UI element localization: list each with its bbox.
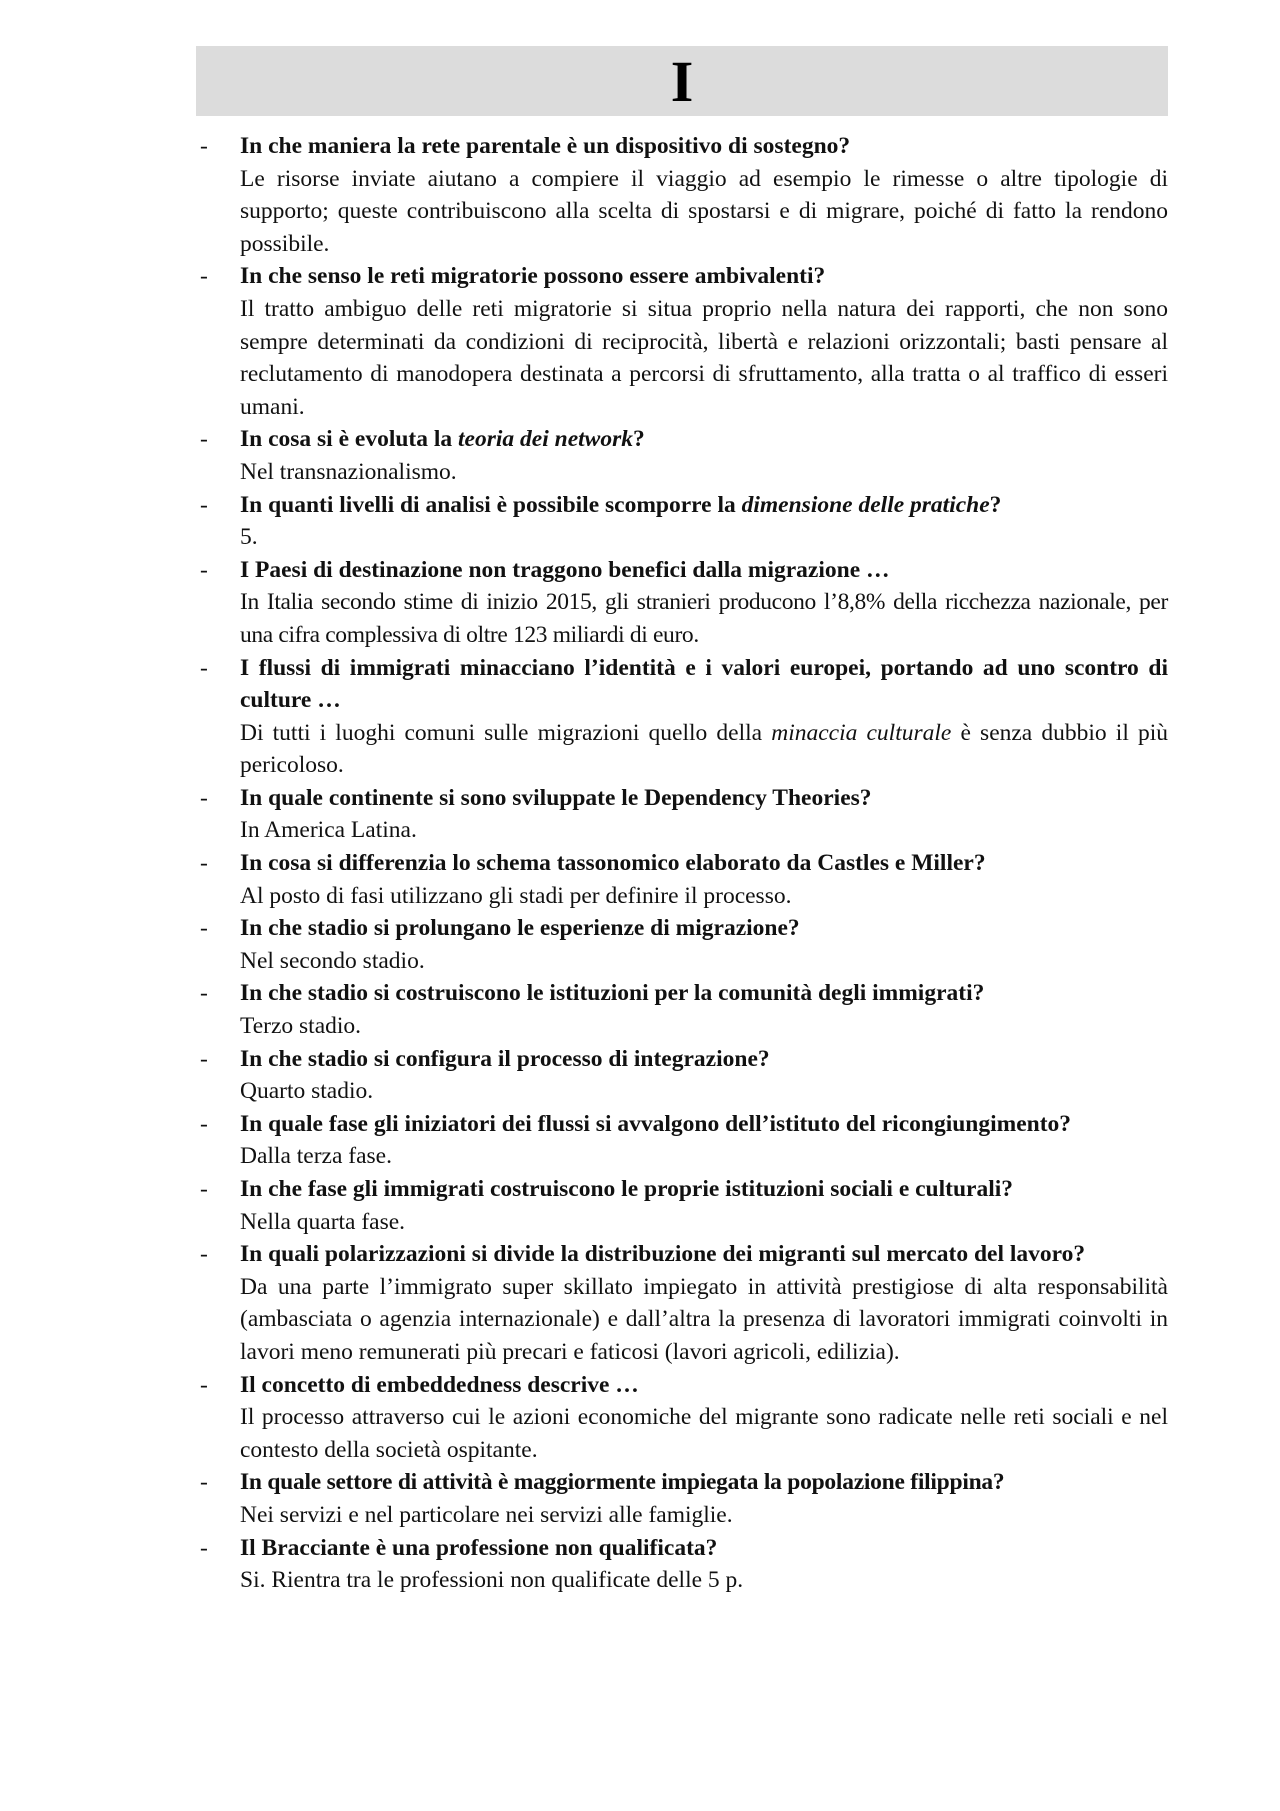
question: In quale continente si sono sviluppate le Dependency Theories? [240,784,872,811]
question: In quale settore di attività è maggiormente impiegata la popolazione filippina? [240,1469,1005,1496]
question: In che stadio si prolungano le esperienze di migrazione? [240,915,800,942]
bullet-dash: - [200,1241,208,1268]
answer: Quarto stadio. [240,1078,374,1105]
bullet-dash: - [200,915,208,942]
answer: 5. [240,524,258,551]
question: In cosa si differenzia lo schema tassonomico elaborato da Castles e Miller? [240,850,986,877]
bullet-dash: - [200,133,208,159]
bullet-dash: - [200,1469,208,1496]
answer-italic-term: minaccia culturale [771,719,952,746]
answer [240,717,1168,782]
question: In che stadio si configura il processo di integrazione? [240,1045,770,1072]
question: Il Bracciante è una professione non qualificata? [240,1534,718,1561]
qa-item [196,977,1168,1042]
bullet-dash: - [200,1176,208,1202]
question: In quale fase gli iniziatori dei flussi si avvalgono dell’istituto del ricongiungimento? [240,1110,1072,1137]
answer: Il processo attraverso cui le azioni economiche del migrante sono radicate nelle reti sociali e nel contesto della società ospitante. [240,1404,1168,1463]
question: In che fase gli immigrati costruiscono le proprie istituzioni sociali e culturali? [240,1176,1014,1202]
bullet-dash: - [200,491,208,518]
bullet-dash: - [200,850,208,877]
section-letter: I [670,49,694,114]
question-italic-term: teoria dei network [458,426,633,453]
answer: In Italia secondo stime di inizio 2015, gli stranieri producono l’8,8% della ricchezza nazionale, per una cifra complessiva di oltre 123 miliardi di euro. [240,589,1168,648]
bullet-dash: - [200,980,208,1007]
bullet-dash: - [200,1045,208,1072]
qa-item [196,1466,1168,1531]
bullet-dash: - [200,1534,208,1561]
question-text: In quanti livelli di analisi è possibile scomporre la [240,491,742,518]
answer: Da una parte l’immigrato super skillato impiegato in attività prestigiose di alta responsabilità (ambasciata o agenzia internazionale) e dall’altra la presenza di lavoratori immigrati coinvolti in lavori meno remunerati più precari e faticosi (lavori agricoli, edilizia). [240,1273,1168,1365]
bullet-dash: - [200,784,208,811]
answer: Al posto di fasi utilizzano gli stadi per definire il processo. [240,882,792,909]
qa-item [196,1532,1168,1597]
qa-item [196,130,1168,260]
question-text: In cosa si è evoluta la [240,426,459,453]
answer: Dalla terza fase. [240,1143,392,1170]
qa-item [196,847,1168,912]
answer: Terzo stadio. [240,1013,362,1040]
answer: Le risorse inviate aiutano a compiere il viaggio ad esempio le rimesse o altre tipologie di supporto; queste contribuiscono alla scelta di spostarsi e di migrare, poiché di fatto la rendono possibile. [240,165,1168,257]
qa-item [196,1238,1168,1368]
question: I flussi di immigrati minacciano l’identità e i valori europei, portando ad uno scontro di culture … [240,654,1168,714]
question [240,489,1168,522]
answer: Nel secondo stadio. [240,947,425,974]
question-italic-term: dimensione delle pratiche [741,491,990,518]
question-mark: ? [632,426,645,453]
answer-text-end: è senza dubbio il più pericoloso. [240,719,1169,779]
question [240,423,1168,456]
bullet-dash: - [200,426,208,453]
bullet-dash: - [200,1110,208,1137]
section-letter-header [196,46,1168,116]
answer: In America Latina. [240,817,417,844]
bullet-dash: - [200,556,208,583]
answer: Nei servizi e nel particolare nei servizi alle famiglie. [240,1501,733,1528]
question: Il concetto di embeddedness descrive … [240,1371,639,1398]
answer: Si. Rientra tra le professioni non qualificate delle 5 p. [240,1567,744,1594]
bullet-dash: - [200,654,208,681]
qa-item [196,423,1168,488]
question-mark: ? [989,491,1002,518]
qa-item [196,1173,1168,1238]
answer: Il tratto ambiguo delle reti migratorie si situa proprio nella natura dei rapporti, che non sono sempre determinati da condizioni di reciprocità, libertà e relazioni orizzontali; basti pensare al reclutamento di manodopera destinata a percorsi di sfruttamento, alla tratta o al traffico di esseri umani. [240,295,1168,420]
qa-item [196,489,1168,554]
qa-list [196,130,1168,1597]
bullet-dash: - [200,1371,208,1398]
qa-item [196,1043,1168,1108]
question: In che stadio si costruiscono le istituzioni per la comunità degli immigrati? [240,980,985,1007]
qa-item [196,652,1168,782]
question: In quali polarizzazioni si divide la distribuzione dei migranti sul mercato del lavoro? [240,1241,1086,1268]
bullet-dash: - [200,263,208,290]
qa-item [196,554,1168,652]
qa-item [196,782,1168,847]
qa-item [196,1369,1168,1467]
question: In che senso le reti migratorie possono essere ambivalenti? [240,263,826,290]
question: I Paesi di destinazione non traggono benefici dalla migrazione … [240,556,890,583]
answer: Nella quarta fase. [240,1208,406,1235]
answer: Nel transnazionalismo. [240,458,457,485]
answer-text: Di tutti i luoghi comuni sulle migrazioni quello della [240,719,772,746]
qa-item [196,260,1168,423]
qa-item [196,912,1168,977]
qa-item [196,1108,1168,1173]
question: In che maniera la rete parentale è un dispositivo di sostegno? [240,133,851,159]
